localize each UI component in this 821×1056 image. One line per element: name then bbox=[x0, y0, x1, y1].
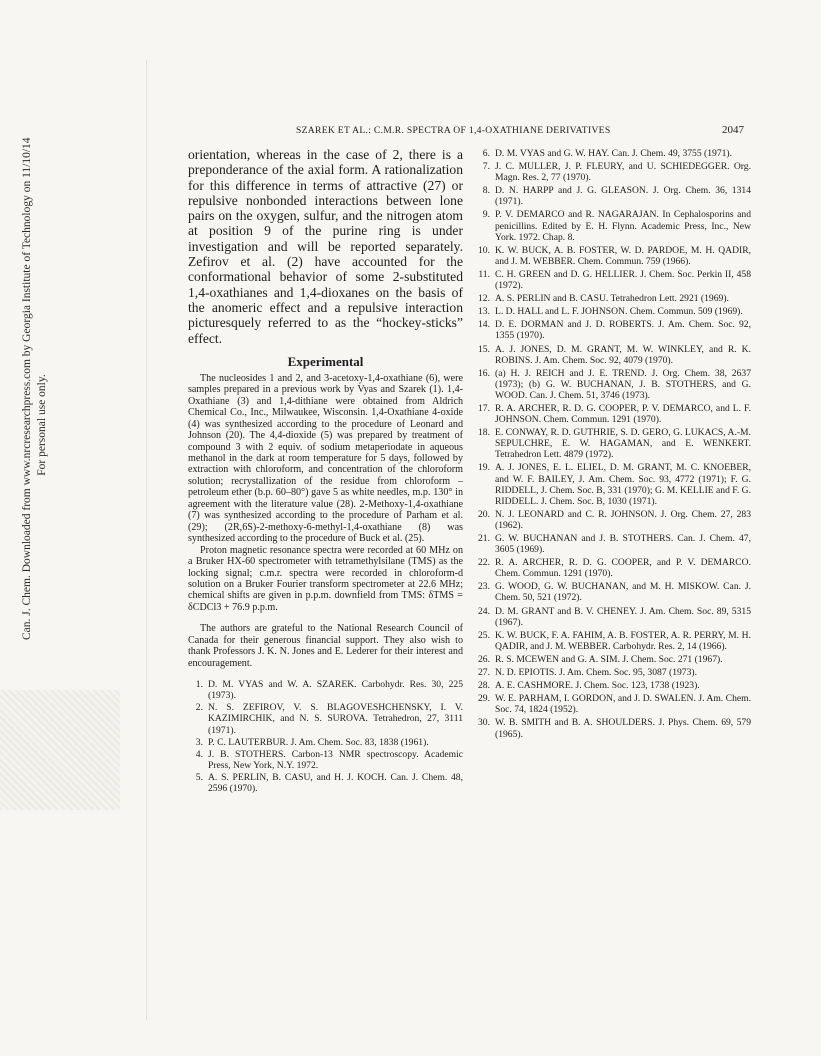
reference-number: 4. bbox=[195, 748, 203, 760]
reference-number: 13. bbox=[478, 306, 490, 318]
reference-item bbox=[475, 293, 751, 304]
reference-item bbox=[475, 533, 751, 555]
reference-number: 12. bbox=[478, 293, 490, 305]
reference-item bbox=[475, 185, 751, 207]
reference-text: D. M. VYAS and G. W. HAY. Can. J. Chem. 49, 3755 (1971). bbox=[495, 148, 733, 159]
reference-item bbox=[475, 161, 751, 183]
page-edge-line bbox=[146, 60, 147, 1020]
reference-item bbox=[475, 269, 751, 291]
reference-text: W. B. SMITH and B. A. SHOULDERS. J. Phys. Chem. 69, 579 (1965). bbox=[495, 717, 751, 740]
reference-text: C. H. GREEN and D. G. HELLIER. J. Chem. Soc. Perkin II, 458 (1972). bbox=[495, 268, 751, 292]
watermark-line-1: Can. J. Chem. Downloaded from www.nrcresearchpress.com by Georgia Institute of Technology on 11/10/14 bbox=[21, 137, 33, 640]
reference-item bbox=[475, 344, 751, 366]
reference-number: 1. bbox=[195, 679, 203, 691]
reference-item bbox=[475, 654, 751, 665]
reference-text: D. M. VYAS and W. A. SZAREK. Carbohydr. Res. 30, 225 (1973). bbox=[208, 679, 463, 702]
running-title: SZAREK ET AL.: C.M.R. SPECTRA OF 1,4-OXATHIANE DERIVATIVES bbox=[296, 125, 611, 136]
reference-item bbox=[475, 427, 751, 460]
reference-item bbox=[475, 606, 751, 628]
reference-number: 14. bbox=[478, 319, 490, 331]
reference-number: 16. bbox=[478, 367, 490, 379]
download-watermark bbox=[20, 137, 54, 640]
reference-text: P. V. DEMARCO and R. NAGARAJAN. In Cephalosporins and penicillins. Edited by E. H. Flynn. Academic Press, Inc., New York. 1972. Chap. 8. bbox=[495, 209, 751, 243]
reference-number: 8. bbox=[482, 185, 490, 197]
watermark-line-2: For personal use only. bbox=[36, 374, 48, 476]
reference-item bbox=[188, 737, 463, 748]
reference-number: 19. bbox=[478, 462, 490, 474]
reference-item bbox=[188, 749, 463, 771]
intro-paragraph: orientation, whereas in the case of 2, there is a preponderance of the axial form. A rationalization for this difference in terms of attractive (27) or repulsive nonbonded interactions between lone pairs on the oxygen, sulfur, and the nitrogen atom at position 9 of the purine ring is under investigation and will be reported separately. Zefirov et al. (2) have accounted for the conformational behavior of some 2-substituted 1,4-oxathianes and 1,4-dioxanes on the basis of the anomeric effect and a repulsive interaction picturesquely referred to as the “hockey-sticks” effect. bbox=[188, 147, 463, 346]
reference-number: 18. bbox=[478, 427, 490, 439]
reference-number: 7. bbox=[482, 161, 490, 173]
reference-number: 10. bbox=[478, 244, 490, 256]
left-column bbox=[188, 147, 463, 795]
reference-item bbox=[475, 306, 751, 317]
reference-text: N. J. LEONARD and C. R. JOHNSON. J. Org. Chem. 27, 283 (1962). bbox=[495, 508, 751, 531]
reference-number: 9. bbox=[482, 209, 490, 221]
acknowledgement-paragraph: The authors are grateful to the National Research Council of Canada for their generous financial support. They also wish to thank Professors J. K. N. Jones and E. Lederer for their interest and encouragement. bbox=[188, 623, 463, 669]
scan-smudge bbox=[0, 690, 120, 810]
reference-list-left bbox=[188, 679, 463, 794]
reference-text: R. A. ARCHER, R. D. G. COOPER, and P. V. DEMARCO. Chem. Commun. 1291 (1970). bbox=[495, 557, 751, 580]
reference-item bbox=[188, 702, 463, 735]
reference-text: R. S. MCEWEN and G. A. SIM. J. Chem. Soc. 271 (1967). bbox=[495, 653, 723, 665]
reference-text: A. E. CASHMORE. J. Chem. Soc. 123, 1738 (1923). bbox=[495, 680, 700, 692]
reference-text: K. W. BUCK, A. B. FOSTER, W. D. PARDOE, M. H. QADIR, and J. M. WEBBER. Chem. Commun. 759 (1966). bbox=[495, 244, 751, 267]
reference-number: 11. bbox=[478, 268, 490, 280]
reference-item bbox=[475, 509, 751, 531]
reference-item bbox=[475, 630, 751, 652]
reference-text: K. W. BUCK, F. A. FAHIM, A. B. FOSTER, A. R. PERRY, M. H. QADIR, and J. M. WEBBER. Carbohydr. Res. 2, 14 (1966). bbox=[495, 629, 751, 652]
reference-item bbox=[475, 717, 751, 739]
reference-number: 26. bbox=[478, 653, 490, 665]
right-column bbox=[475, 148, 751, 742]
reference-text: (a) H. J. REICH and J. E. TREND. J. Org. Chem. 38, 2637 (1973); (b) G. W. BUCHANAN, J. B. STOTHERS, and G. WOOD. Can. J. Chem. 51, 3746 (1973). bbox=[495, 367, 751, 401]
reference-text: G. W. BUCHANAN and J. B. STOTHERS. Can. J. Chem. 47, 3605 (1969). bbox=[495, 533, 751, 556]
reference-number: 21. bbox=[478, 533, 490, 544]
reference-number: 24. bbox=[478, 605, 490, 617]
experimental-paragraph: The nucleosides 1 and 2, and 3-acetoxy-1,4-oxathiane (6), were samples prepared in a previous work by Vyas and Szarek (1). 1,4-Oxathiane (3) and 1,4-dithiane were obtained from Aldrich Chemical Co., Inc., Milwaukee, Wisconsin. 1,4-Oxathiane 4-oxide (4) was synthesized according to the procedure of Leonard and Johnson (20). The 4,4-dioxide (5) was prepared by treatment of compound 3 with 2 equiv. of sodium metaperiodate in aqueous methanol in the dark at room temperature for 5 days, followed by extraction with chloroform, and concentration of the chloroform solution; recrystallization of the residue from chloroform – petroleum ether (b.p. 60–80°) gave 5 as white needles, m.p. 130° in agreement with the literature value (28). 2-Methoxy-1,4-oxathiane (7) was synthesized according to the procedure of Parham et al. (29); (2R,6S)-2-methoxy-6-methyl-1,4-oxathiane (8) was synthesized according to the procedure of Buck et al. (25). bbox=[188, 372, 463, 545]
reference-item bbox=[475, 403, 751, 425]
reference-item bbox=[475, 245, 751, 267]
reference-text: D. N. HARPP and J. G. GLEASON. J. Org. Chem. 36, 1314 (1971). bbox=[495, 185, 751, 208]
reference-number: 25. bbox=[478, 629, 490, 641]
reference-item bbox=[188, 679, 463, 701]
experimental-paragraph: Proton magnetic resonance spectra were recorded at 60 MHz on a Bruker HX-60 spectrometer with tetramethylsilane (TMS) as the locking signal; c.m.r. spectra were recorded in chloroform-d solution on a Bruker Fourier transform spectrometer at 22.6 MHz; chemical shifts are given in p.p.m. downfield from TMS: δTMS = δCDCl3 + 76.9 p.p.m. bbox=[188, 544, 463, 613]
reference-text: R. A. ARCHER, R. D. G. COOPER, P. V. DEMARCO, and L. F. JOHNSON. Chem. Commun. 1291 (1970). bbox=[495, 402, 751, 426]
page-number: 2047 bbox=[722, 124, 744, 136]
reference-text: N. S. ZEFIROV, V. S. BLAGOVESHCHENSKY, I. V. KAZIMIRCHIK, and N. S. SUROVA. Tetrahedron, 27, 3111 (1971). bbox=[208, 702, 463, 736]
reference-text: A. S. PERLIN, B. CASU, and H. J. KOCH. Can. J. Chem. 48, 2596 (1970). bbox=[208, 771, 463, 795]
reference-number: 3. bbox=[195, 736, 203, 748]
reference-text: N. D. EPIOTIS. J. Am. Chem. Soc. 95, 3087 (1973). bbox=[495, 667, 697, 679]
reference-number: 20. bbox=[478, 508, 490, 520]
reference-item bbox=[475, 693, 751, 715]
reference-number: 30. bbox=[478, 717, 490, 729]
reference-text: J. C. MULLER, J. P. FLEURY, and U. SCHIEDEGGER. Org. Magn. Res. 2, 77 (1970). bbox=[495, 161, 751, 184]
reference-item bbox=[475, 680, 751, 691]
reference-text: E. CONWAY, R. D. GUTHRIE, S. D. GERO, G. LUKACS, A.-M. SEPULCHRE, E. W. HAGAMAN, and E. WENKERT. Tetrahedron Lett. 4879 (1972). bbox=[495, 427, 751, 461]
reference-item bbox=[475, 368, 751, 401]
reference-item bbox=[188, 772, 463, 794]
reference-item bbox=[475, 557, 751, 579]
reference-text: D. E. DORMAN and J. D. ROBERTS. J. Am. Chem. Soc. 92, 1355 (1970). bbox=[495, 319, 751, 342]
reference-number: 17. bbox=[478, 402, 490, 414]
reference-text: D. M. GRANT and B. V. CHENEY. J. Am. Chem. Soc. 89, 5315 (1967). bbox=[495, 605, 751, 628]
reference-text: L. D. HALL and L. F. JOHNSON. Chem. Commun. 509 (1969). bbox=[495, 306, 743, 318]
reference-list-right bbox=[475, 148, 751, 740]
reference-text: A. J. JONES, E. L. ELIEL, D. M. GRANT, M. C. KNOEBER, and W. F. BAILEY, J. Am. Chem. Soc. 93, 4772 (1971); F. G. RIDDELL, J. Chem. Soc. B, 331 (1970); G. M. KELLIE and F. G. RIDDELL. J. Chem. Soc. B, 1030 (1971). bbox=[495, 462, 751, 507]
reference-text: A. S. PERLIN and B. CASU. Tetrahedron Lett. 2921 (1969). bbox=[495, 293, 729, 305]
reference-number: 6. bbox=[482, 148, 490, 159]
section-heading-experimental: Experimental bbox=[287, 353, 364, 369]
reference-item bbox=[475, 462, 751, 506]
reference-number: 5. bbox=[195, 771, 203, 783]
reference-number: 15. bbox=[478, 343, 490, 355]
reference-number: 23. bbox=[478, 581, 490, 593]
reference-item bbox=[475, 209, 751, 242]
reference-item bbox=[475, 148, 751, 159]
reference-number: 29. bbox=[478, 693, 490, 705]
reference-number: 2. bbox=[195, 702, 203, 714]
reference-number: 22. bbox=[478, 557, 490, 569]
reference-text: J. B. STOTHERS. Carbon-13 NMR spectroscopy. Academic Press, New York, N.Y. 1972. bbox=[208, 748, 463, 771]
reference-text: W. E. PARHAM, I. GORDON, and J. D. SWALEN. J. Am. Chem. Soc. 74, 1824 (1952). bbox=[495, 693, 751, 716]
reference-item bbox=[475, 581, 751, 603]
reference-text: G. WOOD, G. W. BUCHANAN, and M. H. MISKOW. Can. J. Chem. 50, 521 (1972). bbox=[495, 581, 751, 604]
reference-item bbox=[475, 319, 751, 341]
reference-text: P. C. LAUTERBUR. J. Am. Chem. Soc. 83, 1838 (1961). bbox=[208, 736, 429, 748]
reference-text: A. J. JONES, D. M. GRANT, M. W. WINKLEY, and R. K. ROBINS. J. Am. Chem. Soc. 92, 4079 (1970). bbox=[495, 343, 751, 366]
reference-number: 28. bbox=[478, 680, 490, 692]
reference-number: 27. bbox=[478, 667, 490, 679]
reference-item bbox=[475, 667, 751, 678]
